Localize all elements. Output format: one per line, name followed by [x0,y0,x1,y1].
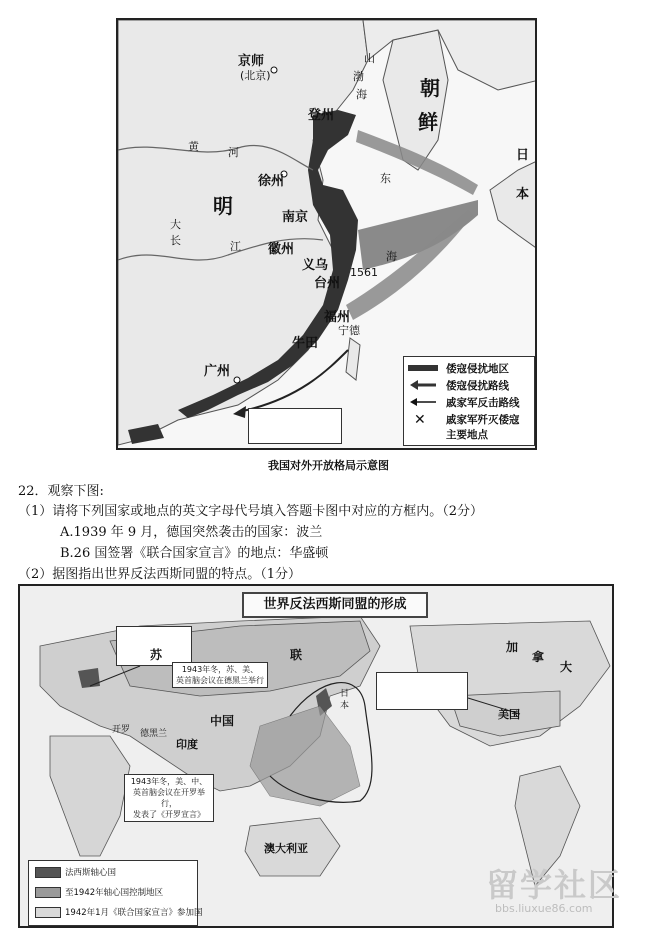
beijing-dot [271,67,277,73]
watermark-logo: 留学社区 [486,866,623,904]
map2-title: 世界反法西斯同盟的形成 [242,592,428,618]
watermark-url: bbs.liuxue86.com [495,902,593,915]
label-chang: 长 [170,234,181,247]
label-xuzhou: 徐州 [258,174,285,189]
legend-swatch-allies [35,907,61,918]
question-part2: （2）据图指出世界反法西斯同盟的特点。（1分） [18,567,302,582]
label-huizhou: 徽州 [268,242,295,257]
label-hai: 海 [356,88,367,101]
label-chao: 朝 [420,76,440,100]
label-he: 河 [228,146,239,159]
tehran-note-line-2: 英首脑会议在德黑兰举行 [176,676,264,685]
tehran-note [172,662,268,688]
label-jiang: 江 [230,240,241,253]
label-guangzhou: 广州 [204,364,231,379]
label-zhongguo: 中国 [210,714,235,728]
cairo-note [124,774,214,822]
map2-legend [28,860,203,926]
label-bo: 渤 [353,70,364,83]
cairo-note-line-3: 发表了《开罗宣言》 [133,810,205,819]
label-ri: 日 [340,689,350,699]
label-yindu: 印度 [176,738,198,751]
question-item-b: B.26 国签署《联合国家宣言》的地点：华盛顿 [60,546,329,561]
label-jingshi: 京师 [238,54,265,69]
label-fuzhou: 福州 [324,310,351,325]
label-yiwu: 义乌 [302,258,329,273]
label-na: 拿 [532,650,545,664]
tehran-note-line-1: 1943年冬，苏、美、 [181,665,259,674]
question-item-a: A.1939 年 9 月，德国突然袭击的国家：波兰 [60,525,323,540]
legend-item-0: 倭寇侵扰地区 [446,363,509,375]
label-dong: 东 [380,172,391,185]
legend2-item-1: 至1942年轴心国控制地区 [65,888,164,898]
label-ningde: 宁德 [338,324,360,337]
counterattack-arrow [408,396,438,408]
label-niutian: 牛田 [292,336,319,351]
map1-legend [403,356,535,446]
ming-dynasty-map [116,18,537,450]
label-aodaliya: 澳大利亚 [264,842,308,855]
label-taizhou: 台州 [314,276,341,291]
cairo-note-line-2: 英首脑会议在开罗举行， [133,788,205,808]
answer-box-america[interactable] [376,672,468,710]
label-shan: 山 [364,52,375,65]
question-part1: （1）请将下列国家或地点的英文字母代号填入答题卡图中对应的方框内。（2分） [18,504,484,519]
legend2-item-0: 法西斯轴心国 [65,868,117,878]
label-meiguo: 美国 [498,708,520,721]
label-ri: 日 [516,148,530,163]
germany-shape [78,668,100,688]
japan-shape [490,160,537,250]
label-year-1561: 1561 [350,266,378,279]
counterattack-arrowhead [233,406,246,418]
label-kailuo: 开罗 [112,725,131,735]
africa-shape [50,736,130,856]
label-huang: 黄 [188,140,199,153]
label-dehelan: 德黑兰 [140,729,168,739]
label-su: 苏 [150,648,163,662]
label-jia: 加 [506,640,519,654]
crossed-swords-icon: ✕ [414,412,426,428]
cairo-note-line-1: 1943年冬，美、中、 [130,777,208,786]
label-hai2: 海 [386,250,397,263]
legend-swatch-controlled [35,887,61,898]
label-ben: 本 [516,187,530,202]
map1-caption: 我国对外开放格局示意图 [268,459,389,472]
answer-box-map1[interactable] [248,408,342,444]
label-nanjing: 南京 [282,210,309,225]
label-xian: 鲜 [418,110,438,134]
label-da: 大 [170,218,181,231]
label-lian: 联 [290,648,303,662]
label-ben: 本 [340,701,350,711]
label-da: 大 [560,660,573,674]
legend-item-2: 戚家军反击路线 [446,397,520,409]
guangzhou-dot [234,377,240,383]
label-beijing: (北京) [240,69,271,82]
legend-swatch-axis [35,867,61,878]
legend2-item-2: 1942年1月《联合国家宣言》参加国 [65,908,203,918]
legend-item-4: 主要地点 [446,429,488,441]
invaded-area-swatch [408,365,438,371]
legend-item-3: 戚家军歼灭倭寇 [446,414,520,426]
invasion-arrow [408,379,438,391]
label-ming: 明 [213,194,233,218]
label-dengzhou: 登州 [308,108,335,123]
taiwan-shape [346,338,360,380]
legend-item-1: 倭寇侵扰路线 [446,380,509,392]
question-title: 22．观察下图: [18,484,104,499]
